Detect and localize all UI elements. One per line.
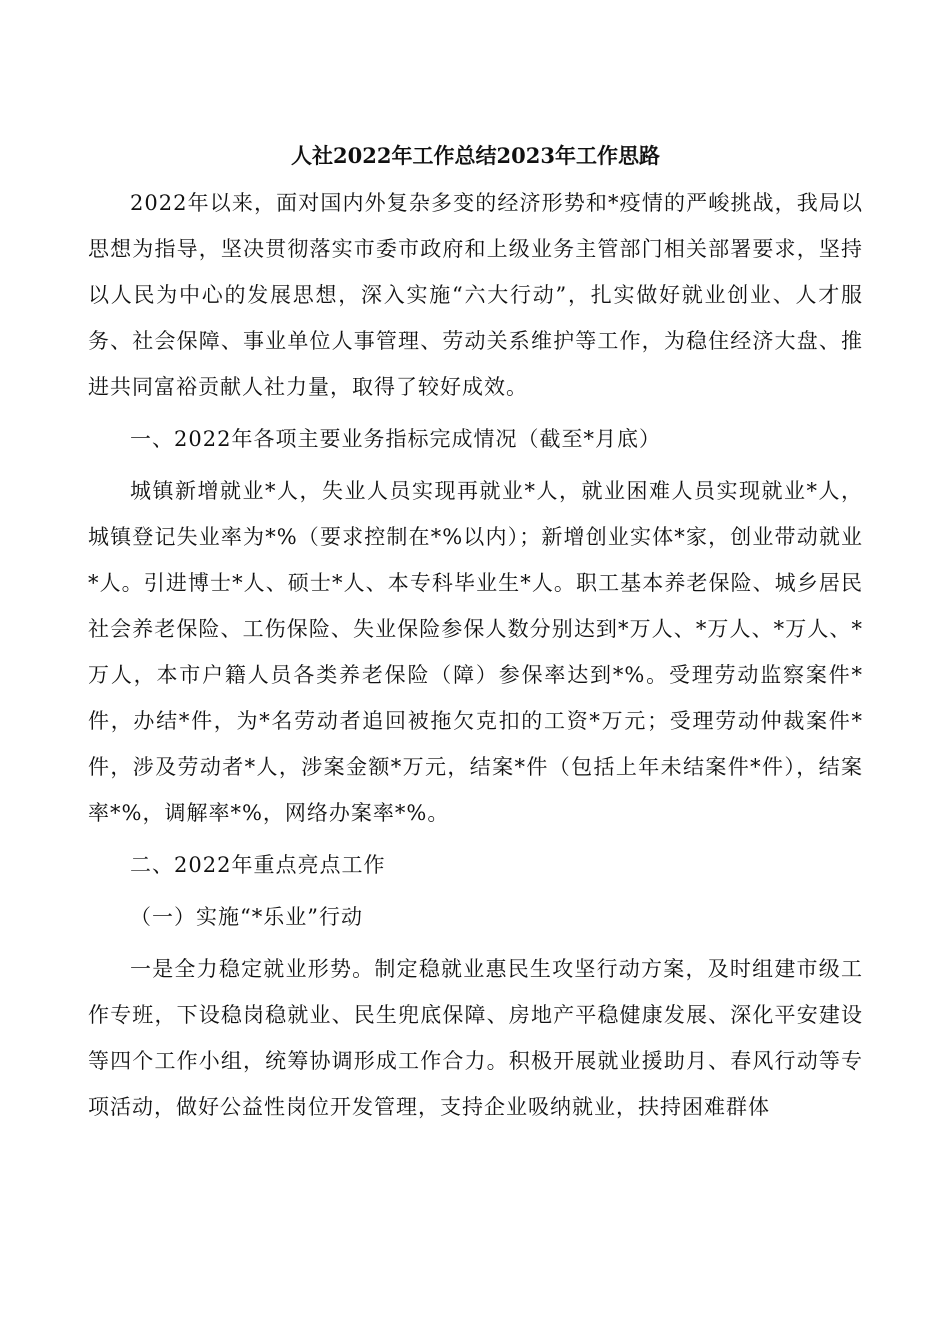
subsection-heading-1: （一）实施“*乐业”行动 xyxy=(130,905,363,929)
subsection-1-paragraph: 一是全力稳定就业形势。制定稳就业惠民生攻坚行动方案，及时组建市级工作专班，下设稳岗稳就业、民生兜底保障、房地产平稳健康发展、深化平安建设等四个工作小组，统筹协调形成工作合力。积极开展就业援助月、春风行动等专项活动，做好公益性岗位开发管理，支持企业吸纳就业，扶持困难群体 xyxy=(88,957,863,1119)
intro-paragraph: 2022年以来，面对国内外复杂多变的经济形势和*疫情的严峻挑战，我局以思想为指导，坚决贯彻落实市委市政府和上级业务主管部门相关部署要求，坚持以人民为中心的发展思想，深入实施“六大行动”，扎实做好就业创业、人才服务、社会保障、事业单位人事管理、劳动关系维护等工作，为稳住经济大盘、推进共同富裕贡献人社力量，取得了较好成效。 xyxy=(88,191,863,399)
section-heading-2: 二、2022年重点亮点工作 xyxy=(130,853,386,877)
section-1-paragraph: 城镇新增就业*人，失业人员实现再就业*人，就业困难人员实现就业*人，城镇登记失业率为*%（要求控制在*%以内）；新增创业实体*家，创业带动就业*人。引进博士*人、硕士*人、本专科毕业生*人。职工基本养老保险、城乡居民社会养老保险、工伤保险、失业保险参保人数分别达到*万人、*万人、*万人、*万人，本市户籍人员各类养老保险（障）参保率达到*%。受理劳动监察案件*件，办结*件，为*名劳动者追回被拖欠克扣的工资*万元；受理劳动仲裁案件*件，涉及劳动者*人，涉案金额*万元，结案*件（包括上年未结案件*件），结案率*%，调解率*%，网络办案率*%。 xyxy=(88,479,863,825)
section-heading-1: 一、2022年各项主要业务指标完成情况（截至*月底） xyxy=(130,427,661,451)
document-title: 人社2022年工作总结2023年工作思路 xyxy=(291,143,660,168)
document-content xyxy=(88,140,863,1130)
